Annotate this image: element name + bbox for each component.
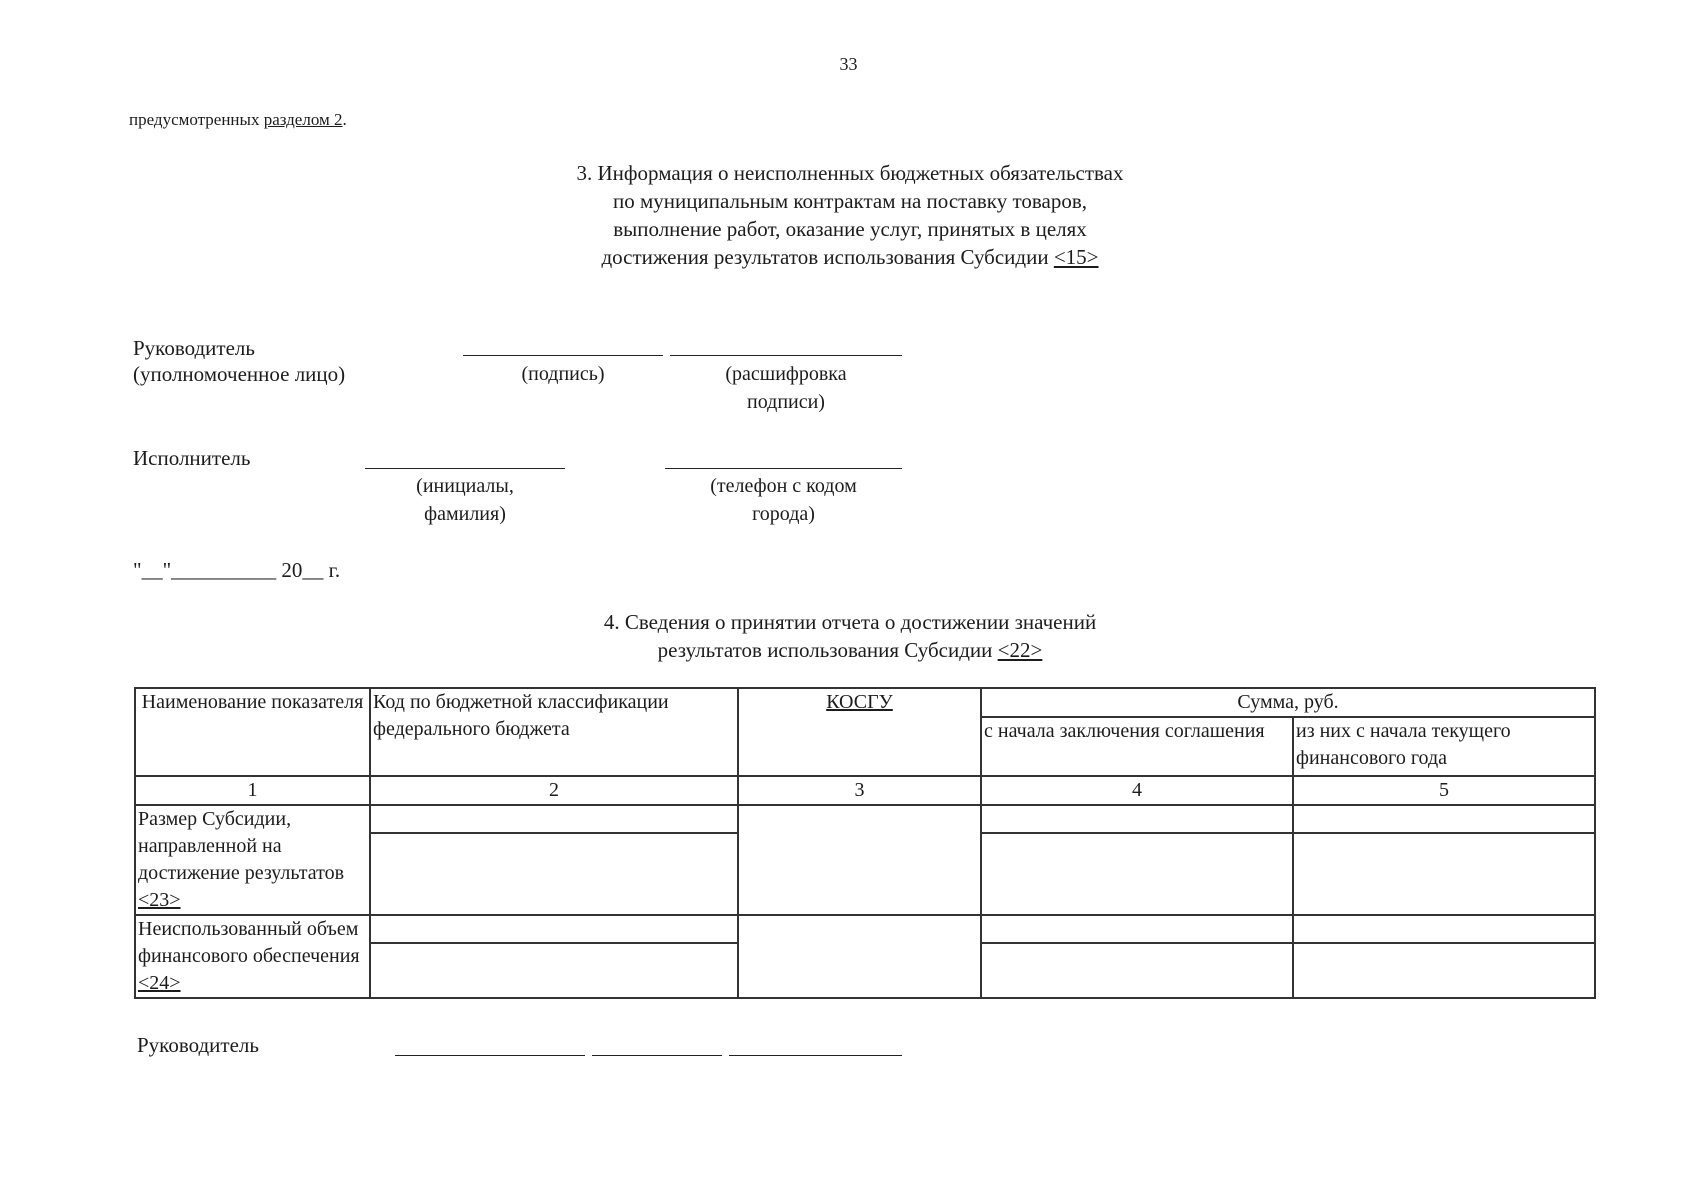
table-cell[interactable]	[370, 915, 738, 943]
column-numbers-row	[135, 776, 1595, 805]
section-4-title-line: 4. Сведения о принятии отчета о достижении значений	[603, 610, 1097, 634]
initials-caption-line: фамилия)	[424, 503, 506, 525]
phone-field-line[interactable]	[665, 468, 902, 469]
signature-decoding-field-line[interactable]	[670, 355, 902, 356]
table-cell[interactable]	[370, 833, 738, 915]
signature-caption: (подпись)	[521, 363, 605, 385]
phone-caption-line: (телефон с кодом	[710, 475, 857, 497]
table-cell[interactable]	[738, 805, 981, 915]
section-3-title-text: достижения результатов использования Субсидии	[601, 245, 1054, 269]
initials-caption-line: (инициалы,	[416, 475, 514, 497]
table-header-row	[135, 688, 1595, 717]
table-row	[135, 915, 1595, 943]
table-cell[interactable]	[981, 833, 1293, 915]
table-cell[interactable]	[1293, 943, 1595, 998]
intro-text-end: .	[342, 110, 347, 129]
section-3-title-line: 3. Информация о неисполненных бюджетных обязательствах	[576, 161, 1124, 185]
signature-decoding-caption-line: подписи)	[747, 391, 825, 413]
phone-caption	[665, 472, 902, 528]
section-2-link[interactable]: разделом 2	[263, 110, 343, 129]
subsidy-size-text: Размер Субсидии, направленной на достижение результатов	[138, 808, 345, 884]
kosgu-header	[738, 688, 981, 776]
report-table	[134, 687, 1596, 999]
sum-header: Сумма, руб.	[981, 688, 1595, 717]
intro-text	[129, 110, 347, 130]
section-3-title	[300, 159, 1400, 271]
initials-caption	[365, 472, 565, 528]
column-number: 5	[1293, 776, 1595, 805]
head-label: Руководитель	[133, 336, 255, 360]
footnote-22-link[interactable]: <22>	[997, 638, 1043, 662]
table-cell[interactable]	[981, 915, 1293, 943]
executor-label: Исполнитель	[133, 446, 251, 470]
intro-text-start: предусмотренных	[129, 110, 264, 129]
authorized-person-label: (уполномоченное лицо)	[133, 362, 346, 386]
column-number: 3	[738, 776, 981, 805]
table-cell[interactable]	[1293, 915, 1595, 943]
initials-field-line[interactable]	[365, 468, 565, 469]
subsidy-size-label	[135, 805, 370, 915]
date-field[interactable]: "__"__________ 20__ г.	[133, 558, 341, 582]
section-4-title-line	[300, 636, 1400, 664]
table-cell[interactable]	[1293, 805, 1595, 833]
section-4-title	[300, 608, 1400, 664]
phone-caption-line: города)	[752, 503, 815, 525]
from-agreement-start-header: с начала заключения соглашения	[981, 717, 1293, 776]
footnote-24-link[interactable]: <24>	[138, 972, 181, 994]
column-number: 1	[135, 776, 370, 805]
page-number: 33	[839, 54, 858, 74]
signature-decoding-caption-line: (расшифровка	[725, 363, 847, 385]
section-3-title-line	[300, 243, 1400, 271]
table-cell[interactable]	[1293, 833, 1595, 915]
table-cell[interactable]	[370, 943, 738, 998]
table-cell[interactable]	[981, 805, 1293, 833]
signature-decoding-caption	[670, 360, 902, 416]
table-cell[interactable]	[981, 943, 1293, 998]
unused-volume-text: Неиспользованный объем финансового обеспечения	[138, 918, 360, 967]
budget-code-header: Код по бюджетной классификации федерального бюджета	[370, 688, 738, 776]
column-number: 4	[981, 776, 1293, 805]
table-row	[135, 805, 1595, 833]
indicator-name-header: Наименование показателя	[135, 688, 370, 776]
section-3-title-line: по муниципальным контрактам на поставку товаров,	[612, 189, 1087, 213]
table-cell[interactable]	[370, 805, 738, 833]
section-3-title-line: выполнение работ, оказание услуг, принятых в целях	[613, 217, 1087, 241]
footnote-15-link[interactable]: <15>	[1053, 245, 1099, 269]
footer-position-field-line[interactable]	[395, 1055, 585, 1056]
footer-decoding-field-line[interactable]	[729, 1055, 902, 1056]
section-4-title-text: результатов использования Субсидии	[657, 638, 998, 662]
kosgu-link[interactable]: КОСГУ	[826, 691, 893, 713]
footer-head-label: Руководитель	[137, 1033, 259, 1057]
current-year-header: из них с начала текущего финансового года	[1293, 717, 1595, 776]
footnote-23-link[interactable]: <23>	[138, 889, 181, 911]
table-cell[interactable]	[738, 915, 981, 998]
unused-volume-label	[135, 915, 370, 998]
signature-field-line[interactable]	[463, 355, 663, 356]
column-number: 2	[370, 776, 738, 805]
footer-signature-field-line[interactable]	[592, 1055, 722, 1056]
